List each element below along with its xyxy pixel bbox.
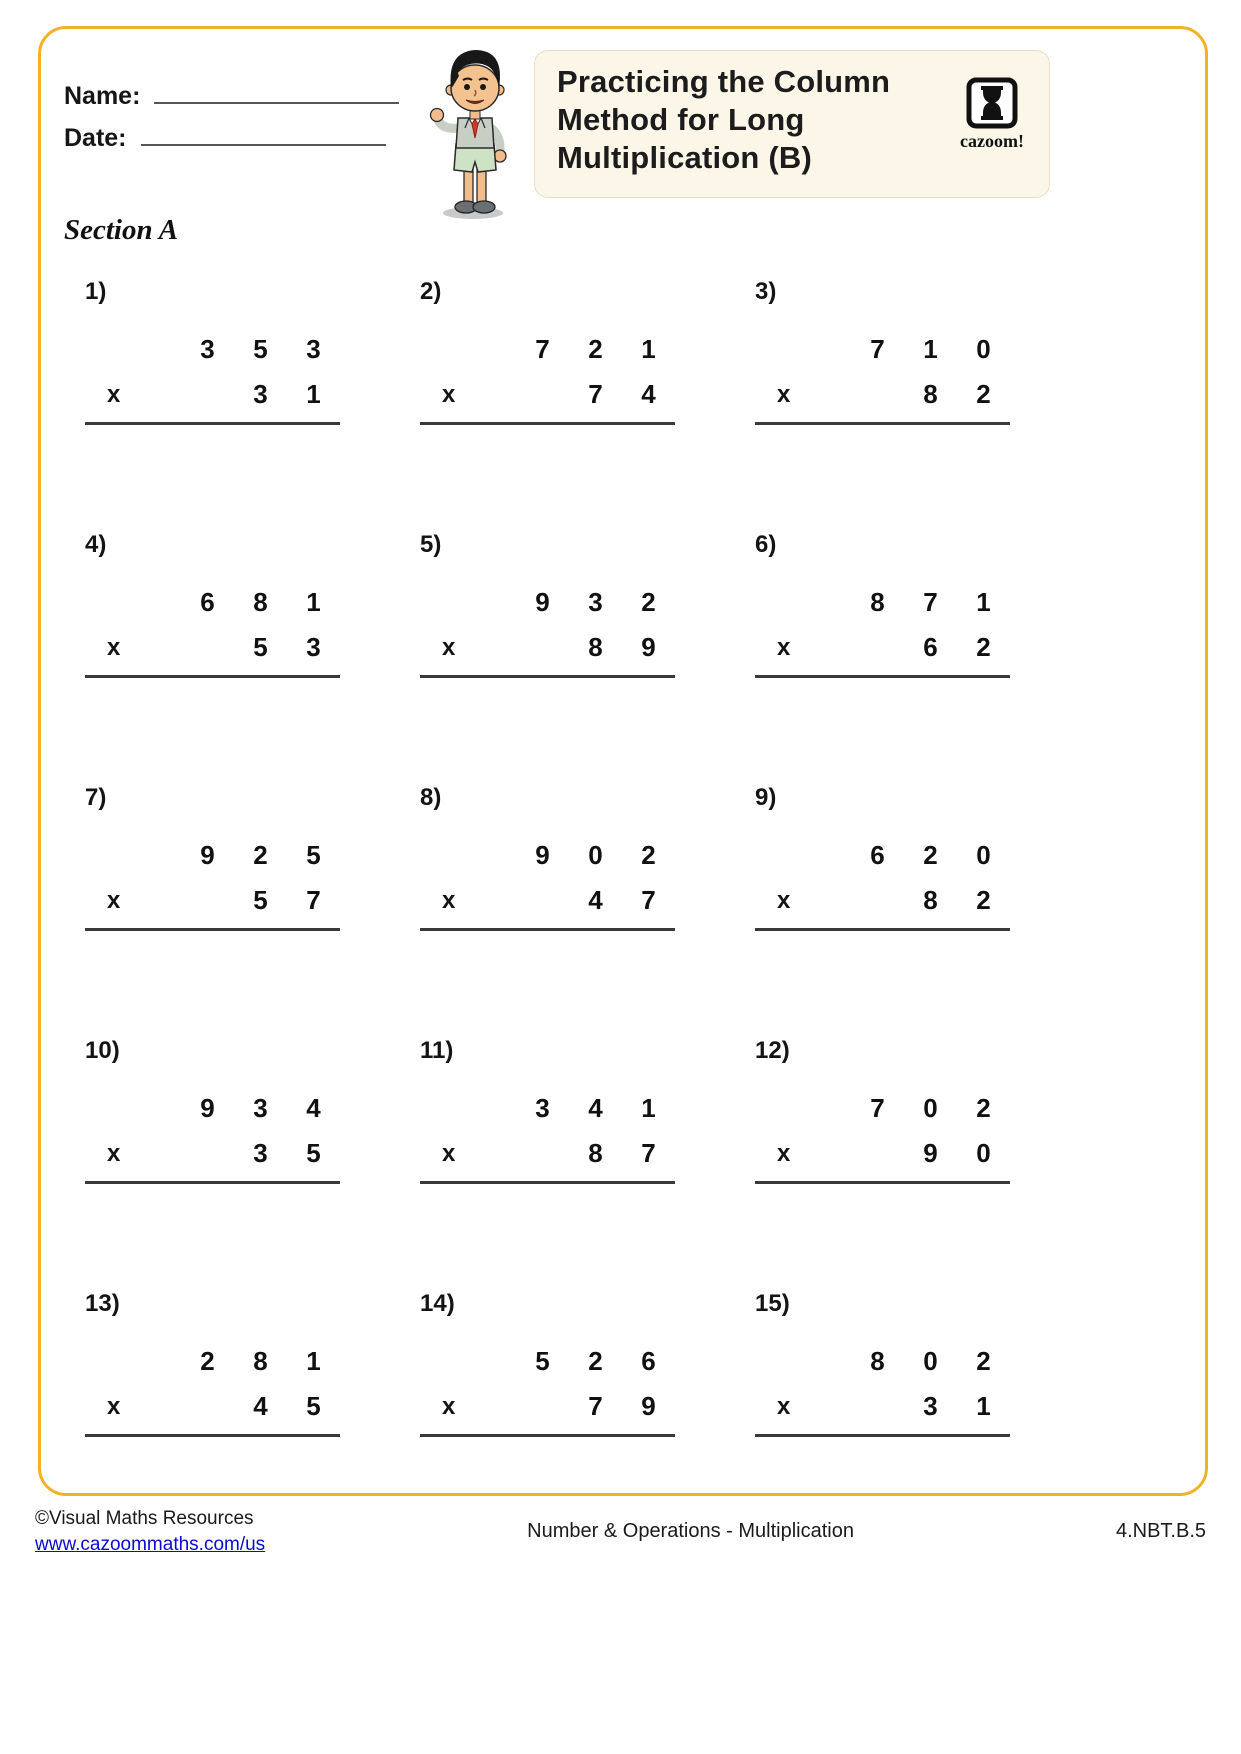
multiplication-problem [755,278,1010,425]
digit: 7 [641,1138,656,1168]
digit: 1 [641,334,656,364]
multiplication-problem [85,784,340,931]
digit: 9 [200,840,215,870]
multiplication-problem [755,1037,1010,1184]
multiplier-row [755,379,1010,410]
answer-line [85,675,340,678]
digit: 2 [641,840,656,870]
multiplicand-row [755,840,1010,871]
problem-number: 15) [755,1290,790,1317]
digit: 7 [535,334,550,364]
multiplier-row [85,1138,340,1169]
multiplicand-row [85,1346,340,1377]
footer-attribution [35,1506,265,1557]
boy-drawing-icon [418,32,530,222]
multiplier-digits [904,1391,1010,1422]
digit: 5 [306,1391,321,1421]
answer-line [755,675,1010,678]
digit: 9 [641,1391,656,1421]
digit: 2 [200,1346,215,1376]
digit: 4 [306,1093,321,1123]
digit: 5 [253,632,268,662]
digit: 2 [976,1093,991,1123]
digit: 3 [253,379,268,409]
answer-line [420,1434,675,1437]
multiply-sign: x [777,1393,791,1420]
multiplication-problem [85,1037,340,1184]
digit: 6 [641,1346,656,1376]
multiplier-row [420,885,675,916]
worksheet-title-box [534,50,1050,198]
digit: 6 [200,587,215,617]
multiplication-problem [85,1290,340,1437]
problem-number: 11) [420,1037,454,1064]
digit: 5 [306,1138,321,1168]
multiplicand-row [755,1346,1010,1377]
multiplier-row [755,885,1010,916]
problem-number: 13) [85,1290,120,1317]
multiplication-problem [420,531,675,678]
answer-line [755,928,1010,931]
digit: 1 [641,1093,656,1123]
digit: 3 [306,632,321,662]
problems-grid [85,278,1010,1437]
digit: 1 [306,379,321,409]
digit: 7 [306,885,321,915]
digit: 1 [306,587,321,617]
multiply-sign: x [442,887,456,914]
footer-topic: Number & Operations - Multiplication [527,1520,854,1543]
multiplier-row [85,379,340,410]
multiplication-problem [755,784,1010,931]
multiplication-problem [420,278,675,425]
title-line-2: Method for Long [557,101,805,137]
digit: 1 [976,587,991,617]
problem-number: 3) [755,278,777,305]
multiplicand-row [85,1093,340,1124]
digit: 2 [976,885,991,915]
multiply-sign: x [442,1393,456,1420]
digit: 8 [923,885,938,915]
problem-number: 6) [755,531,777,558]
answer-line [85,1181,340,1184]
multiplicand-row [85,334,340,365]
problem-number: 4) [85,531,107,558]
cazoom-logo-icon [966,77,1018,129]
name-blank-line [154,80,399,104]
digit: 7 [588,1391,603,1421]
digit: 6 [923,632,938,662]
digit: 2 [923,840,938,870]
multiplier-digits [234,885,340,916]
multiplicand-row [420,1346,675,1377]
digit: 3 [200,334,215,364]
digit: 7 [588,379,603,409]
multiplication-problem [85,531,340,678]
digit: 2 [588,334,603,364]
multiplier-digits [234,1138,340,1169]
digit: 7 [870,1093,885,1123]
multiply-sign: x [777,1140,791,1167]
multiplier-digits [569,885,675,916]
digit: 3 [588,587,603,617]
standard-code: 4.NBT.B.5 [1115,1520,1206,1543]
multiplicand-row [85,840,340,871]
multiplicand-row [420,840,675,871]
copyright-text: ©Visual Maths Resources [35,1508,254,1529]
name-label: Name: [64,82,141,110]
multiplier-digits [904,1138,1010,1169]
multiplier-digits [904,885,1010,916]
answer-line [755,422,1010,425]
multiply-sign: x [107,634,121,661]
problem-number: 2) [420,278,442,305]
multiplier-digits [234,379,340,410]
digit: 3 [306,334,321,364]
multiplier-row [85,1391,340,1422]
multiplicand-row [420,587,675,618]
answer-line [755,1434,1010,1437]
problem-number: 9) [755,784,777,811]
website-link[interactable]: www.cazoommaths.com/us [35,1533,266,1555]
digit: 9 [200,1093,215,1123]
digit: 7 [923,587,938,617]
digit: 8 [588,632,603,662]
problem-number: 14) [420,1290,455,1317]
answer-line [85,422,340,425]
digit: 4 [588,1093,603,1123]
digit: 2 [976,632,991,662]
multiplicand-row [420,334,675,365]
multiply-sign: x [442,381,456,408]
multiplier-row [420,1391,675,1422]
digit: 3 [535,1093,550,1123]
digit: 0 [588,840,603,870]
problem-number: 8) [420,784,442,811]
digit: 4 [253,1391,268,1421]
date-label: Date: [64,124,127,152]
multiplier-digits [234,632,340,663]
multiply-sign: x [442,634,456,661]
digit: 2 [253,840,268,870]
digit: 9 [535,840,550,870]
multiplier-digits [904,632,1010,663]
multiplier-digits [234,1391,340,1422]
digit: 5 [306,840,321,870]
multiplier-row [420,1138,675,1169]
multiplication-problem [420,784,675,931]
digit: 9 [923,1138,938,1168]
digit: 1 [923,334,938,364]
title-line-1: Practicing the Column [557,64,891,99]
answer-line [420,928,675,931]
digit: 6 [870,840,885,870]
footer [35,1506,1206,1557]
problem-number: 12) [755,1037,790,1064]
digit: 8 [923,379,938,409]
digit: 4 [641,379,656,409]
multiplier-row [755,632,1010,663]
multiplier-row [755,1138,1010,1169]
multiply-sign: x [107,381,121,408]
digit: 8 [870,587,885,617]
multiply-sign: x [107,1140,121,1167]
digit: 0 [976,1138,991,1168]
digit: 2 [976,379,991,409]
multiplication-problem [755,531,1010,678]
digit: 2 [976,1346,991,1376]
name-field [64,80,399,111]
digit: 7 [870,334,885,364]
digit: 9 [535,587,550,617]
answer-line [420,422,675,425]
multiply-sign: x [107,1393,121,1420]
multiplier-digits [569,379,675,410]
answer-line [85,928,340,931]
multiply-sign: x [777,634,791,661]
digit: 1 [306,1346,321,1376]
digit: 2 [641,587,656,617]
multiplication-problem [85,278,340,425]
multiplier-row [85,885,340,916]
answer-line [420,1181,675,1184]
problem-number: 1) [85,278,107,305]
digit: 3 [923,1391,938,1421]
worksheet-title [557,63,937,176]
digit: 8 [870,1346,885,1376]
multiplier-row [85,632,340,663]
digit: 0 [923,1093,938,1123]
multiply-sign: x [777,381,791,408]
answer-line [85,1434,340,1437]
multiplier-digits [569,632,675,663]
title-line-3: Multiplication (B) [557,139,813,175]
cazoom-logo-text: cazoom! [960,131,1024,151]
digit: 7 [641,885,656,915]
multiplier-digits [569,1138,675,1169]
cazoom-logo [949,77,1035,152]
digit: 5 [253,885,268,915]
multiplication-problem [420,1290,675,1437]
digit: 4 [588,885,603,915]
problem-number: 10) [85,1037,120,1064]
problem-number: 5) [420,531,442,558]
multiplier-row [420,632,675,663]
multiplication-problem [420,1037,675,1184]
digit: 1 [976,1391,991,1421]
digit: 0 [923,1346,938,1376]
digit: 8 [253,1346,268,1376]
multiplicand-row [755,334,1010,365]
digit: 3 [253,1138,268,1168]
answer-line [420,675,675,678]
section-heading: Section A [64,214,179,246]
multiplier-digits [569,1391,675,1422]
answer-line [755,1181,1010,1184]
multiplier-digits [904,379,1010,410]
multiply-sign: x [777,887,791,914]
digit: 3 [253,1093,268,1123]
multiplicand-row [755,1093,1010,1124]
date-blank-line [141,122,386,146]
multiplicand-row [85,587,340,618]
multiply-sign: x [442,1140,456,1167]
date-field [64,122,386,153]
digit: 2 [588,1346,603,1376]
multiplier-row [755,1391,1010,1422]
multiplication-problem [755,1290,1010,1437]
digit: 0 [976,840,991,870]
problem-number: 7) [85,784,107,811]
cartoon-boy-illustration [418,32,530,222]
multiplier-row [420,379,675,410]
digit: 5 [253,334,268,364]
multiplicand-row [755,587,1010,618]
digit: 5 [535,1346,550,1376]
digit: 9 [641,632,656,662]
digit: 8 [253,587,268,617]
digit: 8 [588,1138,603,1168]
digit: 0 [976,334,991,364]
multiply-sign: x [107,887,121,914]
multiplicand-row [420,1093,675,1124]
